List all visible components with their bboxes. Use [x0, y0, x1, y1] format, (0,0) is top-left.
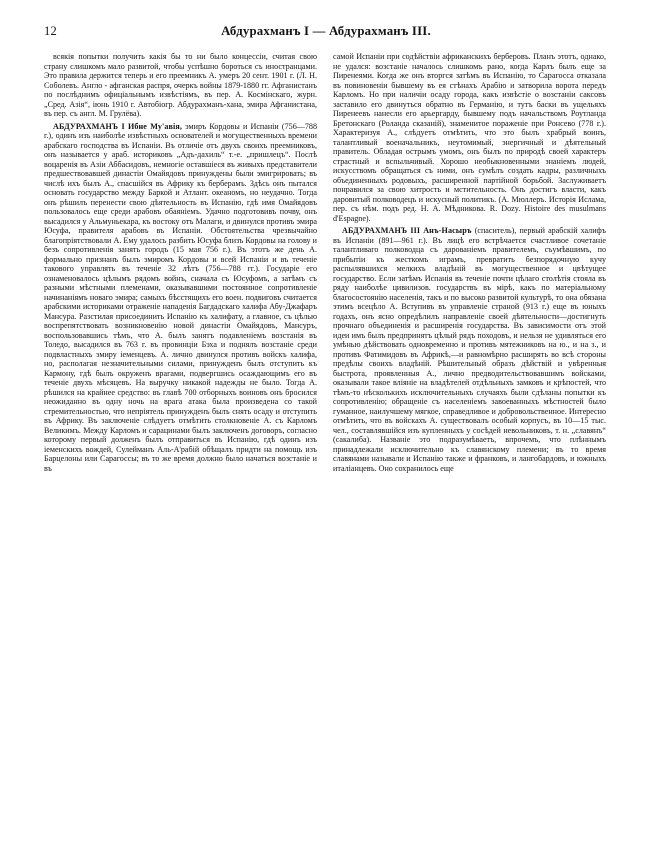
entry-body: (спаситель), первый арабскій халифъ въ Испаніи (891—961 г.). Въ лицѣ его встрѣчается счастливое сочетаніе талантливаго полководца съ дарованіемъ правителемъ, съумѣвшимъ, по прибытіи къ жесткомъ играмъ, превратить безпорядочную кучу распылявшихся мелкихъ владѣній въ могущественное и цвѣтущее государство. Если затѣмъ Испанія въ теченіе почти цѣлаго столѣтія стояла въ ряду наиболѣе цивилизов. государствъ въ мірѣ, какъ по матеріальному благосостоянію населенія, такъ и по высоко развитой культурѣ, то она обязана этимъ всецѣло А. Вступивъ въ управленіе страной (913 г.) еще въ юныхъ годахъ, онъ ясно опредѣлилъ направленіе своей дѣятельности—достигнуть прочнаго объединенія и расширенія государства. Въ зависимости отъ этой идеи имъ былъ предпринятъ цѣлый рядъ походовъ, и нельзя не удивляться его умѣнью дѣйствовать одновременно и противъ мятежниковъ на ю., и на з., и противъ Фатимидовъ въ Африкѣ,—и равномѣрно расширять во всѣ стороны предѣлы своихъ владѣній. Рѣшительный образъ дѣйствій и увѣренныя быстрота, проявленныя А., лично предводительствовавшимъ войсками, оказывали такое вліяніе на владѣтелей отдѣльныхъ замковъ и крѣпостей, что тѣмъ-то нѣсколькихъ исключительныхъ случаяхъ были сдѣланы попытки къ сопротивленію; обращеніе съ населеніемъ завоеванныхъ мѣстностей было гуманное, наилучшему мягкое, справедливое и добровольственное. Интересно отмѣтить, что въ войскахъ А. существовалъ особый корпусъ, въ 10—15 тыс. чел., составлявшійся изъ купленныхъ у сосѣдей невольниковъ, т. н. „славянъ“ (сакалиба). Названіе это подразумѣваетъ, впрочемъ, что плѣннымъ принадлежали исключительно къ славянскому племени; въ то время славянами называли и Испанію также и франковъ, и лангобардовъ, и южныхъ италіанцевъ. Оно сохранилось еще — [333, 226, 606, 473]
running-title: Абдурахманъ I — Абдурахманъ III. — [221, 24, 431, 38]
column-left — [44, 52, 317, 842]
text-columns — [44, 52, 606, 842]
entry-body: эмиръ Кордовы и Испаніи (756—788 г.), одинъ изъ наиболѣе извѣстныхъ основателей и могущественныхъ времени арабскаго господства въ Испаніи. Въ отличіе отъ двухъ своихъ преемниковъ, онъ называется у араб. историковъ „Адъ-дахиль“ т.-е. „пришлецъ“. Послѣ воцаренія въ Азіи Аббасидовъ, немногіе оставшіеся въ живыхъ представители предшествовавшей династіи Омайядовъ принуждены были эмигрировать; въ числѣ ихъ былъ А., спасшійся въ Африку къ берберамъ. Здѣсь онъ пытался основать государство между Баркой и Атлант. океаномъ, но неудачно. Тогда онъ рѣшилъ перенести свою дѣятельность въ Испанію, гдѣ имя Омайядовъ пользовалось еще среди арабовъ обаяніемъ. Удачно подготовивъ почву, онъ высадился у Альмуньекара, къ востоку отъ Малаги, и двинулся противъ эмира Юсуфа, правителя арабовъ въ Испаніи. Обстоятельства чрезвычайно благопріятствовали А. Ему удалось разбить Юсуфа близъ Кордовы на голову и безъ сопротивленія занять городъ (15 мая 756 г.). Въ этотъ же день А. формально признанъ былъ эмиромъ Кордовы и всей Испаніи и въ теченіе такового управлять въ теченіе 32 лѣтъ (756—788 гг.). Государіе его ознаменовалось цѣлымъ рядомъ войнъ, сначала съ Юсуфомъ, а затѣмъ съ разными мѣстными племенами, оказывавшими постоянное сопротивленіе начинаніямъ новаго эмира; самыхъ бѣсстящихъ его воен. подвиговъ считается арабскими историками отраженіе нападенія Багдадскаго халифа Абу-Джафаръ Мансура. Разстилая присоединить Испанію къ халифату, а главное, съ цѣлью воспрепятствовать возникновенію новой династіи Омайядовъ, Мансуръ, воспользовавшись тѣмъ, что А. былъ занятъ подавленіемъ возстанія въ Толедо, высадился въ 763 г. въ провинціи Бэха и поднялъ возстаніе среди подвластныхъ эмиру іеменцевъ. А. лично двинулся противъ войскъ халифа, но, располагая незначительными силами, принужденъ былъ отступить къ Кармону, гдѣ былъ окруженъ врагами, подвергшись осаждающимъ его въ теченіе двухъ мѣсяцевъ. На выручку никакой надежды не было. Тогда А. рѣшился на крайнее средство: въ главѣ 700 отборныхъ воиновъ онъ бросился неожиданно въ одну ночь на врага атака была произведена со такой стремительностью, что непріятель принужденъ былъ снять осаду и отступить въ Африку. Въ заключеніе слѣдуетъ отмѣтить столкновеніе А. съ Карломъ Великимъ. Между Карломъ и сарацинами былъ заключенъ договоръ, согласно которому первый долженъ былъ отправиться въ Испанію, гдѣ одинъ изъ іеменскихъ вождей, Сулейманъ Аль-А'рабій обѣщалъ придти на помощь изъ Барцелоны или Сарагоссы; въ то же время должно было начаться возстаніе и въ — [44, 121, 317, 473]
entry-headword: АБДУРАХМАНЪ III Анъ-Насыръ — [342, 226, 472, 235]
paragraph: самой Испаніи при содѣйствіи африканскихъ берберовъ. Планъ этотъ, однако, не удался: возстаніе началось слишкомъ рано, когда Карлъ былъ еще за Пиренеями. Когда же онъ вторгся затѣмъ въ Испанію, то Сарагосса отказала въ повиновеніи бывшему въ ея стѣнахъ Арабію и затворила ворота передъ Карломъ. Но при наличіи осаду города, какъ извѣстіе о возстаніи саксовъ заставило его двинуться обратно въ Германію, и тутъ баски въ ущельяхъ Пиренеевъ нанесли его арьергарду, бывшему подъ начальствомъ Роутланда Бретонскаго (Роланда сказаній), знаменитое пораженіе при Ронсево (778 г.). Характеризуя А., слѣдуетъ отмѣтить, что это былъ храбрый воинъ, талантливый военачальникъ, неутомимый, энергичный и дѣятельный правитель. Обладая острымъ умомъ, онъ былъ по природѣ своей характеръ страстный и вспыльчивый. Хорошо необыкновенными знаніемъ людей, искусствомъ обращаться съ ними, онъ сумѣлъ создать кадры, различныхъ объединенныхъ родовыхъ, расширенной партійной борьбой. Заслуживаетъ понравился за свою хитрость и мстительность. Онъ достигъ власти, какъ даровитый полководецъ и искусный политикъ. (А. Мюллеръ. Исторія Ислама, пер. съ нѣм. подъ ред. Н. А. Мѣдникова. R. Dozy. Histoire des musulmans d'Espagne). — [333, 52, 606, 223]
paragraph: всякія попытки получить какія бы то ни было концессіи, считая свою страну слишкомъ мало развитой, чтобы успѣшно бороться съ иностранцами. Это правила держится теперь и его преемникъ А. умеръ 20 сент. 1901 г. (Л. Н. Соболевъ. Англо - афганская распря, очеркъ войны 1879-1880 гг. Афганистанъ по послѣднимъ офиціальнымъ извѣстіямъ, въ пер. А. Космінскаго, журн. „Сред. Азія“, іюнь 1910 г. Автобіогр. Абдурахманъ-хана, эмира Афганистана, въ пер. съ англ. М. Грулёва). — [44, 52, 317, 118]
page-number: 12 — [44, 24, 58, 38]
entry-abdurahman-iii — [333, 226, 606, 473]
entry-headword: АБДУРАХМАНЪ I Ибне Му'авія, — [53, 121, 182, 131]
column-right — [333, 52, 606, 842]
page-header — [44, 24, 606, 42]
entry-abdurahman-i — [44, 122, 317, 474]
